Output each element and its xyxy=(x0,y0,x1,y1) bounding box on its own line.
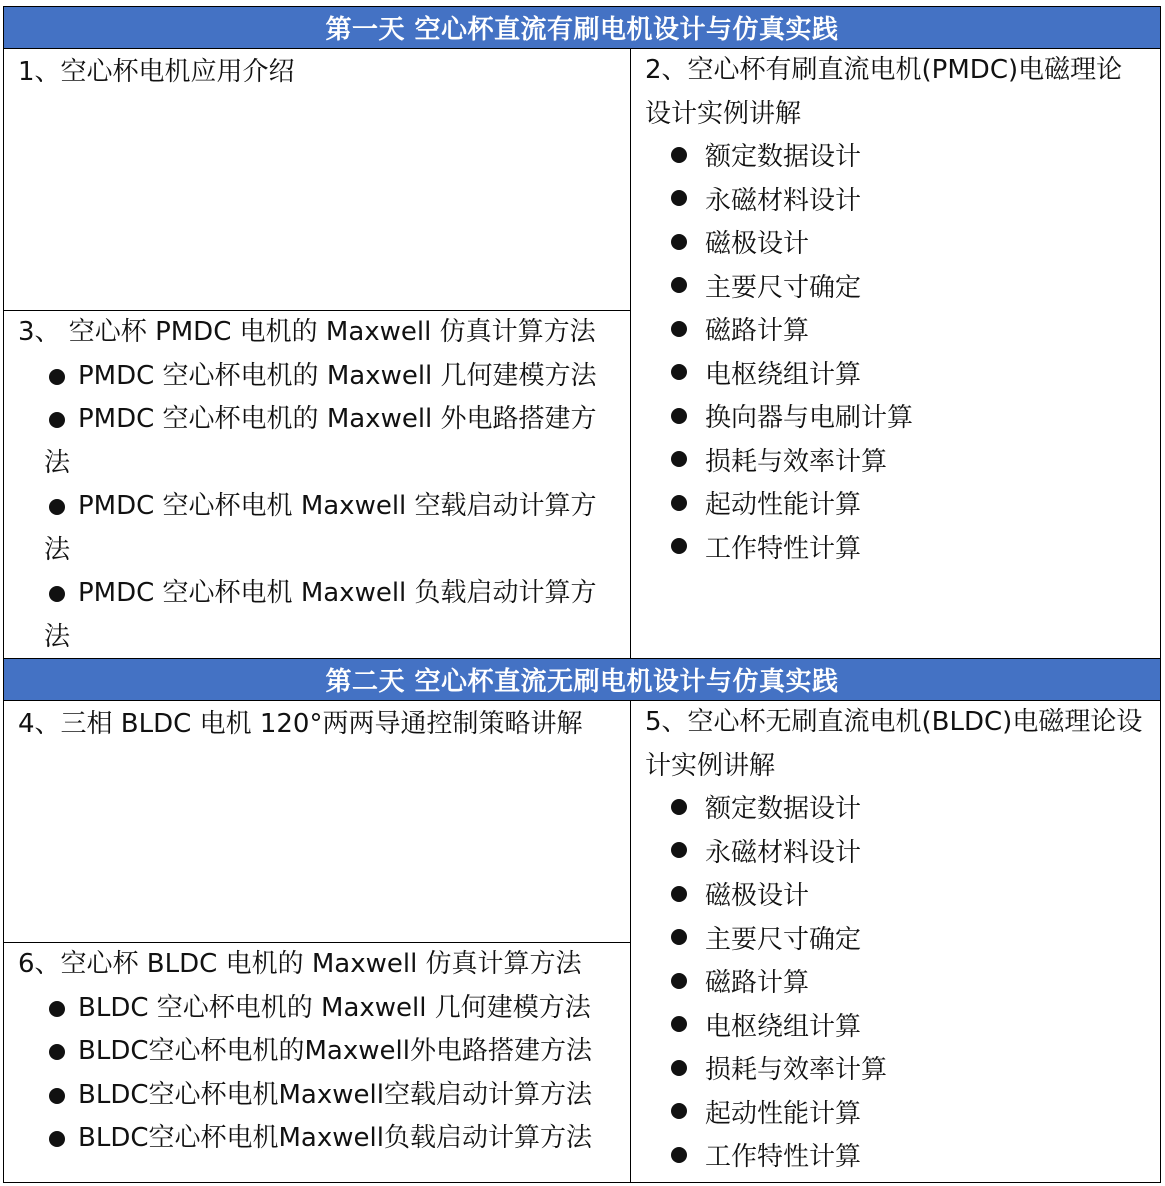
bullet-icon xyxy=(671,364,687,380)
bullet-icon xyxy=(49,586,65,602)
topic-3-title: 3、 空心杯 PMDC 电机的 Maxwell 仿真计算方法 xyxy=(18,317,596,347)
bullet-icon xyxy=(671,538,687,554)
topic-3-list xyxy=(4,355,630,660)
list-item-text: 磁路计算 xyxy=(705,316,810,346)
list-item-text: 磁极设计 xyxy=(705,229,810,259)
list-item xyxy=(4,1074,630,1118)
list-item xyxy=(631,528,1160,572)
list-item xyxy=(631,919,1160,963)
topic-5-title-line1: 5、空心杯无刷直流电机(BLDC)电磁理论设 xyxy=(645,707,1143,737)
list-item-text: 起动性能计算 xyxy=(705,1098,862,1129)
topic-5-cell xyxy=(630,700,1161,1183)
bullet-icon xyxy=(671,886,687,902)
topic-4-cell xyxy=(3,700,631,943)
bullet-icon xyxy=(671,408,687,424)
list-item xyxy=(631,180,1160,224)
bullet-icon xyxy=(49,1044,65,1060)
topic-2-list xyxy=(631,136,1160,571)
list-item xyxy=(4,1117,630,1161)
list-item-text: PMDC 空心杯电机的 Maxwell 外电路搭建方 xyxy=(78,404,597,434)
topic-6-title: 6、空心杯 BLDC 电机的 Maxwell 仿真计算方法 xyxy=(18,949,582,979)
list-item xyxy=(631,832,1160,876)
list-item xyxy=(4,987,630,1031)
list-item xyxy=(631,875,1160,919)
list-item-text-wrap: 法 xyxy=(44,621,71,652)
list-item-text: 磁极设计 xyxy=(705,881,810,911)
bullet-icon xyxy=(671,973,687,989)
list-item xyxy=(631,397,1160,441)
list-item-text: 磁路计算 xyxy=(705,968,810,998)
list-item-text: 电枢绕组计算 xyxy=(705,1011,862,1042)
list-item xyxy=(4,1030,630,1074)
day2-header: 第二天 空心杯直流无刷电机设计与仿真实践 xyxy=(3,658,1161,701)
topic-2-cell xyxy=(630,48,1161,659)
bullet-icon xyxy=(671,234,687,250)
list-item-text: BLDC空心杯电机的Maxwell外电路搭建方法 xyxy=(78,1036,592,1066)
list-item-text: 起动性能计算 xyxy=(705,490,862,520)
bullet-icon xyxy=(671,147,687,163)
bullet-icon xyxy=(671,1060,687,1076)
bullet-icon xyxy=(49,1131,65,1147)
list-item xyxy=(631,788,1160,832)
topic-2-title-line2: 设计实例讲解 xyxy=(645,98,802,129)
bullet-icon xyxy=(671,842,687,858)
list-item-text-wrap: 法 xyxy=(44,534,71,565)
list-item-text: PMDC 空心杯电机 Maxwell 空载启动计算方 xyxy=(78,491,597,521)
list-item-text: 额定数据设计 xyxy=(705,142,862,172)
list-item-text: 换向器与电刷计算 xyxy=(705,403,914,433)
topic-6-cell xyxy=(3,942,631,1183)
list-item xyxy=(4,355,630,399)
list-item-text-wrap: 法 xyxy=(44,447,71,478)
topic-5-list xyxy=(631,788,1160,1180)
list-item-text: 永磁材料设计 xyxy=(705,837,862,868)
topic-1-cell xyxy=(3,48,631,311)
bullet-icon xyxy=(671,190,687,206)
day1-header: 第一天 空心杯直流有刷电机设计与仿真实践 xyxy=(3,6,1161,49)
bullet-icon xyxy=(671,799,687,815)
list-item xyxy=(631,223,1160,267)
topic-4-title: 4、三相 BLDC 电机 120°两两导通控制策略讲解 xyxy=(18,709,583,739)
topic-6-list xyxy=(4,987,630,1161)
list-item-text: PMDC 空心杯电机 Maxwell 负载启动计算方 xyxy=(78,578,597,608)
bullet-icon xyxy=(671,451,687,467)
topic-1-title: 1、空心杯电机应用介绍 xyxy=(18,57,295,87)
list-item-text: 损耗与效率计算 xyxy=(705,446,888,477)
bullet-icon xyxy=(671,929,687,945)
list-item xyxy=(631,354,1160,398)
list-item-text: BLDC空心杯电机Maxwell负载启动计算方法 xyxy=(78,1123,592,1153)
list-item-text: 工作特性计算 xyxy=(705,533,862,564)
topic-5-title-line2: 计实例讲解 xyxy=(645,750,776,781)
bullet-icon xyxy=(671,1147,687,1163)
list-item-text: 永磁材料设计 xyxy=(705,185,862,216)
list-item xyxy=(631,1093,1160,1137)
list-item-text: 额定数据设计 xyxy=(705,794,862,824)
bullet-icon xyxy=(671,321,687,337)
bullet-icon xyxy=(49,1088,65,1104)
list-item-text: 工作特性计算 xyxy=(705,1142,862,1172)
list-item xyxy=(631,310,1160,354)
topic-3-cell xyxy=(3,310,631,659)
bullet-icon xyxy=(671,1016,687,1032)
bullet-icon xyxy=(671,1103,687,1119)
list-item xyxy=(631,1136,1160,1180)
list-item xyxy=(631,1049,1160,1093)
bullet-icon xyxy=(49,412,65,428)
bullet-icon xyxy=(671,277,687,293)
bullet-icon xyxy=(671,495,687,511)
list-item xyxy=(4,485,630,572)
list-item xyxy=(4,398,630,485)
list-item-text: 电枢绕组计算 xyxy=(705,359,862,390)
list-item xyxy=(631,136,1160,180)
list-item-text: 主要尺寸确定 xyxy=(705,924,862,955)
list-item xyxy=(631,962,1160,1006)
bullet-icon xyxy=(49,369,65,385)
list-item xyxy=(631,267,1160,311)
list-item-text: BLDC空心杯电机Maxwell空载启动计算方法 xyxy=(78,1079,592,1110)
list-item xyxy=(631,441,1160,485)
list-item-text: 损耗与效率计算 xyxy=(705,1055,888,1085)
list-item-text: BLDC 空心杯电机的 Maxwell 几何建模方法 xyxy=(78,992,591,1023)
list-item xyxy=(631,1006,1160,1050)
bullet-icon xyxy=(49,499,65,515)
topic-2-title-line1: 2、空心杯有刷直流电机(PMDC)电磁理论 xyxy=(645,55,1123,85)
list-item xyxy=(4,572,630,659)
list-item xyxy=(631,484,1160,528)
bullet-icon xyxy=(49,1001,65,1017)
list-item-text: 主要尺寸确定 xyxy=(705,272,862,303)
list-item-text: PMDC 空心杯电机的 Maxwell 几何建模方法 xyxy=(78,360,597,391)
